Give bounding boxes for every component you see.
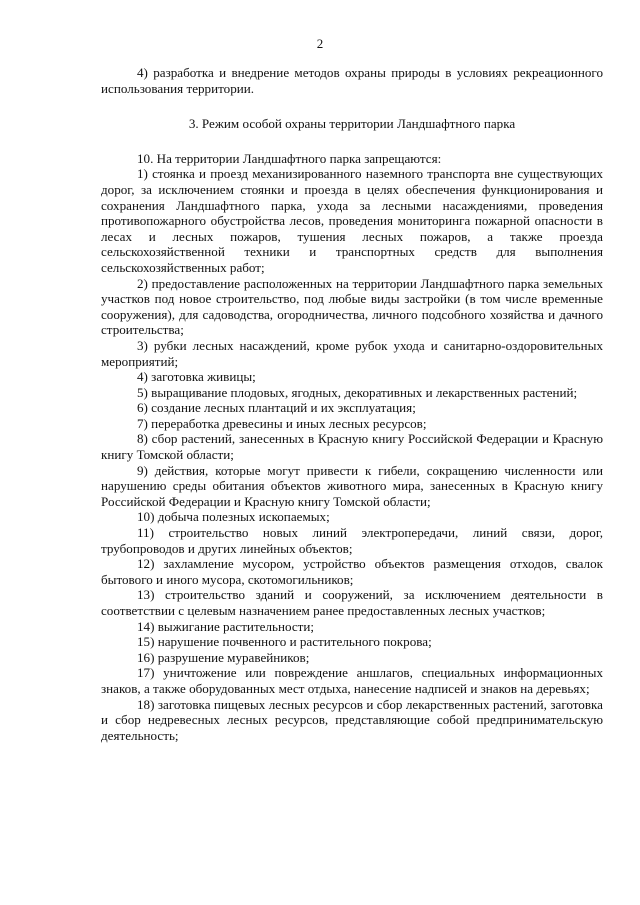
list-item-18: 18) заготовка пищевых лесных ресурсов и сбор лекарственных растений, заготовка и сбор недревесных лесных ресурсов, представляющие собой предпринимательскую деятельность; [101,696,603,743]
list-item-1: 1) стоянка и проезд механизированного наземного транспорта вне существующих дорог, за исключением стоянки и проезда в целях обеспечения функционирования и сохранения Ландшафтного парка, ухода за лесными насаждениями, проведения противопожарного обустройства лесов, проведения мониторинга пожарной опасности в лесах и лесных пожаров, тушения лесных пожаров, а также проезда сельскохозяйственной техники и транспортных средств для выполнения сельскохозяйственных работ; [101,166,603,275]
list-item-9: 9) действия, которые могут привести к гибели, сокращению численности или нарушению среды обитания объектов животного мира, занесенных в Красную книгу Российской Федерации и Красную книгу Томской области; [101,462,603,509]
document-body [101,65,603,743]
list-item-17: 17) уничтожение или повреждение аншлагов, специальных информационных знаков, а также оборудованных мест отдыха, нанесение надписей и знаков на деревьях; [101,665,603,696]
list-item-8: 8) сбор растений, занесенных в Красную книгу Российской Федерации и Красную книгу Томской области; [101,431,603,463]
section-heading: 3. Режим особой охраны территории Ландшафтного парка [188,116,516,132]
list-item-3: 3) рубки лесных насаждений, кроме рубок ухода и санитарно-оздоровительных мероприятий; [101,337,603,369]
list-item-16: 16) разрушение муравейников; [137,649,310,665]
list-item-12: 12) захламление мусором, устройство объектов размещения отходов, свалок бытового и иного мусора, скотомогильников; [101,556,603,587]
list-item-7: 7) переработка древесины и иных лесных ресурсов; [137,415,427,431]
list-item-11: 11) строительство новых линий электропередачи, линий связи, дорог, трубопроводов и других линейных объектов; [101,525,603,556]
list-item-5: 5) выращивание плодовых, ягодных, декоративных и лекарственных растений; [137,384,578,400]
list-item-14: 14) выжигание растительности; [137,618,315,634]
list-item-2: 2) предоставление расположенных на территории Ландшафтного парка земельных участков под новое строительство, под любые виды застройки (в том числе временные сооружения), для садоводства, огородничества, личного подсобного хозяйства и дачного строительства; [101,275,603,338]
list-item-10: 10) добыча полезных ископаемых; [137,509,330,525]
list-item-13: 13) строительство зданий и сооружений, за исключением деятельности в соответствии с целевым назначением ранее предоставленных лесных участков; [101,587,603,618]
intro-item: 4) разработка и внедрение методов охраны природы в условиях рекреационного использования территории. [101,65,603,96]
list-item-6: 6) создание лесных плантаций и их эксплуатация; [137,400,416,416]
clause-10-intro: 10. На территории Ландшафтного парка запрещаются: [137,150,442,166]
page-number: 2 [316,36,324,51]
list-item-4: 4) заготовка живицы; [137,369,256,385]
list-item-15: 15) нарушение почвенного и растительного покрова; [137,634,432,650]
